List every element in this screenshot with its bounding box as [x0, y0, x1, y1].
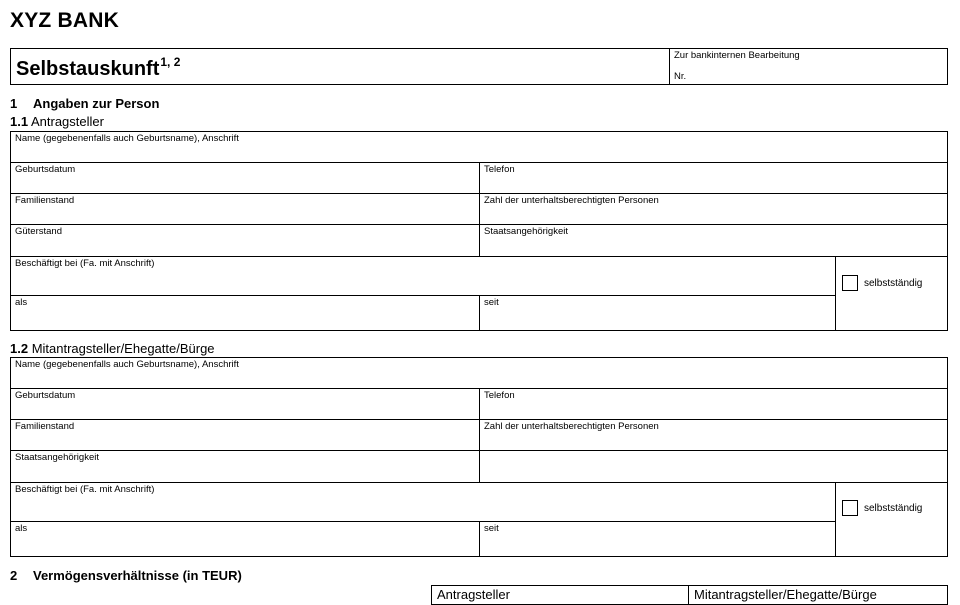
- bank-name: XYZ BANK: [10, 9, 119, 32]
- section-1-heading: [10, 96, 159, 111]
- coapplicant-self-employed-option[interactable]: [842, 500, 922, 516]
- applicant-nationality-field[interactable]: [479, 224, 948, 257]
- applicant-phone-field[interactable]: [479, 162, 948, 194]
- form-title-box: [10, 48, 948, 85]
- section-2-number: 2: [10, 568, 18, 583]
- section-1-2-heading: [10, 341, 215, 356]
- coapplicant-marital-label: Familienstand: [15, 421, 75, 432]
- coapplicant-phone-field[interactable]: [479, 388, 948, 420]
- coapplicant-birthdate-field[interactable]: [10, 388, 480, 420]
- coapplicant-name-field[interactable]: [10, 357, 948, 389]
- coapplicant-birthdate-label: Geburtsdatum: [15, 390, 76, 401]
- applicant-name-field[interactable]: [10, 131, 948, 163]
- applicant-self-employed-option[interactable]: [842, 275, 922, 291]
- internal-processing-box[interactable]: [670, 49, 947, 84]
- section-1-1-number: 1.1: [10, 114, 29, 129]
- applicant-marital-label: Familienstand: [15, 195, 75, 206]
- applicant-self-employed-label: selbstständig: [864, 277, 923, 289]
- assets-column-applicant: [431, 585, 689, 605]
- section-1-2-number: 1.2: [10, 341, 29, 356]
- section-2-heading: [10, 568, 242, 583]
- coapplicant-position-field[interactable]: [10, 521, 480, 557]
- applicant-position-field[interactable]: [10, 295, 480, 331]
- coapplicant-since-field[interactable]: [479, 521, 836, 557]
- applicant-phone-label: Telefon: [484, 164, 515, 175]
- applicant-self-employed-checkbox[interactable]: [842, 275, 858, 291]
- assets-column-coapplicant: [688, 585, 948, 605]
- internal-number-label: Nr.: [674, 71, 687, 82]
- applicant-nationality-label: Staatsangehörigkeit: [484, 226, 568, 237]
- applicant-employer-field[interactable]: [10, 256, 836, 296]
- section-1-1-title: Antragsteller: [30, 114, 104, 129]
- section-1-1-heading: [10, 114, 104, 129]
- form-title-footnote: 1, 2: [160, 55, 181, 69]
- applicant-since-label: seit: [484, 297, 499, 308]
- coapplicant-name-label: Name (gegebenenfalls auch Geburtsname), Anschrift: [15, 359, 239, 370]
- coapplicant-nationality-label: Staatsangehörigkeit: [15, 452, 99, 463]
- applicant-birthdate-label: Geburtsdatum: [15, 164, 76, 175]
- applicant-property-regime-field[interactable]: [10, 224, 480, 257]
- coapplicant-dependents-field[interactable]: [479, 419, 948, 451]
- coapplicant-since-label: seit: [484, 523, 499, 534]
- applicant-dependents-field[interactable]: [479, 193, 948, 225]
- coapplicant-dependents-label: Zahl der unterhaltsberechtigten Personen: [484, 421, 659, 432]
- coapplicant-self-employed-checkbox[interactable]: [842, 500, 858, 516]
- section-1-title: Angaben zur Person: [33, 96, 160, 111]
- applicant-name-label: Name (gegebenenfalls auch Geburtsname), Anschrift: [15, 133, 239, 144]
- applicant-property-regime-label: Güterstand: [15, 226, 62, 237]
- form-title-text: Selbstauskunft: [16, 58, 160, 80]
- coapplicant-phone-label: Telefon: [484, 390, 515, 401]
- coapplicant-employer-label: Beschäftigt bei (Fa. mit Anschrift): [15, 484, 155, 495]
- applicant-self-employed-box: [835, 256, 948, 331]
- coapplicant-marital-field[interactable]: [10, 419, 480, 451]
- applicant-dependents-label: Zahl der unterhaltsberechtigten Personen: [484, 195, 659, 206]
- coapplicant-position-label: als: [15, 523, 28, 534]
- applicant-since-field[interactable]: [479, 295, 836, 331]
- section-1-2-title: Mitantragsteller/Ehegatte/Bürge: [31, 341, 215, 356]
- coapplicant-employer-field[interactable]: [10, 482, 836, 522]
- applicant-position-label: als: [15, 297, 28, 308]
- internal-processing-label: Zur bankinternen Bearbeitung: [674, 50, 800, 61]
- assets-column-applicant-label: Antragsteller: [437, 587, 510, 602]
- assets-column-coapplicant-label: Mitantragsteller/Ehegatte/Bürge: [694, 587, 877, 602]
- coapplicant-self-employed-label: selbstständig: [864, 502, 923, 514]
- applicant-employer-label: Beschäftigt bei (Fa. mit Anschrift): [15, 258, 155, 269]
- coapplicant-nationality-field[interactable]: [10, 450, 480, 483]
- section-1-number: 1: [10, 96, 18, 111]
- form-title: [11, 49, 670, 84]
- applicant-birthdate-field[interactable]: [10, 162, 480, 194]
- section-2-title: Vermögensverhältnisse (in TEUR): [33, 568, 242, 583]
- coapplicant-self-employed-box: [835, 482, 948, 557]
- coapplicant-empty-field[interactable]: [479, 450, 948, 483]
- applicant-marital-field[interactable]: [10, 193, 480, 225]
